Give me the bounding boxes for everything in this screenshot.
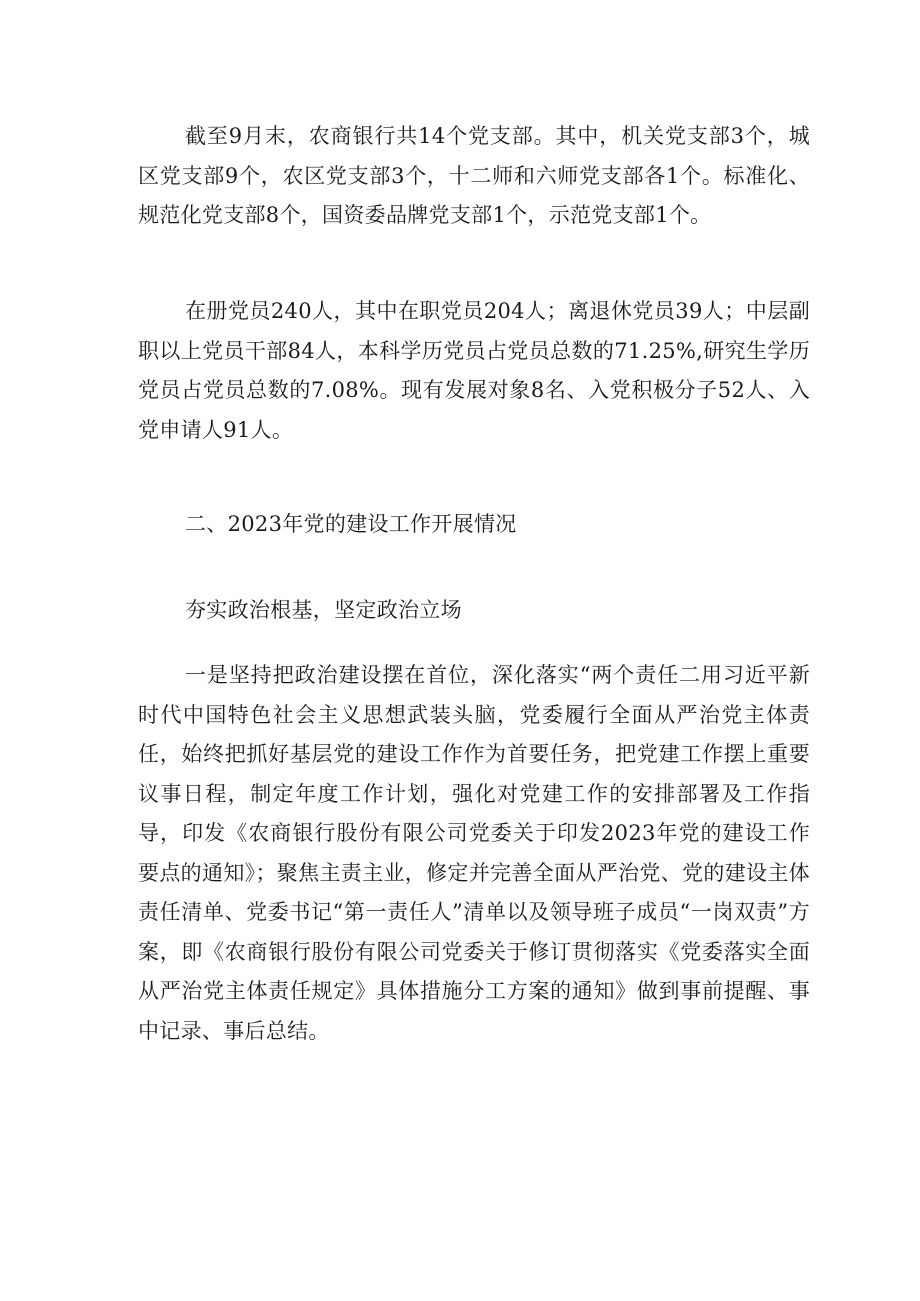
paragraph-political-construction: 一是坚持把政治建设摆在首位，深化落实“两个责任二用习近平新时代中国特色社会主义思想武装头脑，党委履行全面从严治党主体责任，始终把抓好基层党的建设工作作为首要任务，把党建工作摆上重要议事日程，制定年度工作计划，强化对党建工作的安排部署及工作指导，印发《农商银行股份有限公司党委关于印发2023年党的建设工作要点的通知》；聚焦主责主业，修定并完善全面从严治党、党的建设主体责任清单、党委书记“第一责任人”清单以及领导班子成员“一岗双责”方案，即《农商银行股份有限公司党委关于修订贯彻落实《党委落实全面从严治党主体责任规定》具体措施分工方案的通知》做到事前提醒、事中记录、事后总结。 [138,663,810,1043]
paragraph-member-statistics: 在册党员240人，其中在职党员204人；离退休党员39人；中层副职以上党员干部84人，本科学历党员占党员总数的71.25%,研究生学历党员占党员总数的7.08%。现有发展对象8名、入党积极分子52人、入党申请人91人。 [138,299,810,442]
section-heading: 二、2023年党的建设工作开展情况 [185,512,517,536]
subsection-heading: 夯实政治根基，坚定政治立场 [185,598,462,622]
paragraph-branch-overview: 截至9月末，农商银行共14个党支部。其中，机关党支部3个，城区党支部9个，农区党支部3个，十二师和六师党支部各1个。标准化、规范化党支部8个，国资委品牌党支部1个，示范党支部1个。 [138,124,810,227]
